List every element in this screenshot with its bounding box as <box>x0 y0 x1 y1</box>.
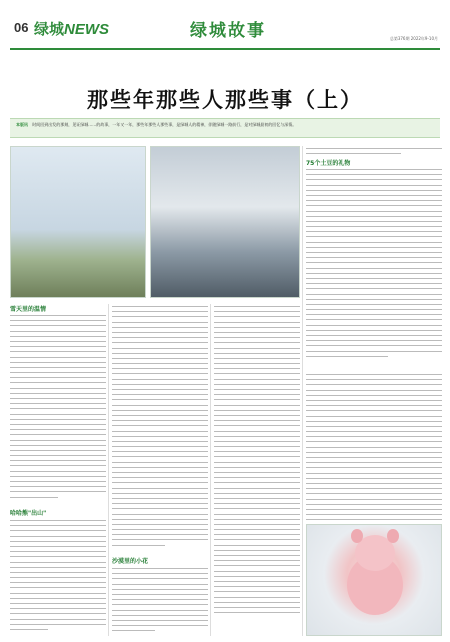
headline: 那些年那些人那些事（上） <box>87 88 363 112</box>
lead-summary <box>10 118 440 138</box>
photo-group-crowd <box>150 146 300 298</box>
plush-ear-left <box>351 529 363 543</box>
column-divider <box>210 304 211 636</box>
subhead-potatoes: 75个土豆的礼物 <box>306 160 351 167</box>
column-3-body <box>214 304 300 636</box>
photo-snow-scene <box>10 146 146 298</box>
brand-logo <box>34 18 109 39</box>
column-divider <box>108 304 109 636</box>
subhead-snow: 雪天里的温情 <box>10 306 47 313</box>
header-rule <box>10 48 440 50</box>
plush-ear-right <box>387 529 399 543</box>
section-title: 绿城故事 <box>190 21 266 41</box>
photo-plush-toy <box>306 524 442 636</box>
page-header <box>0 0 450 48</box>
brand-en: NEWS <box>64 21 110 38</box>
column-2-lower <box>112 566 208 636</box>
column-4-body <box>306 167 442 367</box>
lead-text: 时间回到出发的那刻，见证绿城……的故事，一年又一年，那些年那些人那些事，是绿城人的精神，伴随绿城一路前行，是对绿城最初的回忆与深情。 <box>32 122 297 127</box>
lead-label: 本版讯 <box>16 122 28 127</box>
column-1-lower <box>10 518 106 636</box>
column-1-body <box>10 313 106 505</box>
column-4-top <box>306 146 442 156</box>
column-2-body <box>112 304 208 554</box>
subhead-bear: 哈哈熊"出山" <box>10 510 47 517</box>
page-number: 06 <box>14 20 29 35</box>
brand-cn: 绿城 <box>34 21 65 38</box>
column-divider <box>302 146 303 636</box>
subhead-desert: 沙漠里的小花 <box>112 558 149 565</box>
issue-info: 总第376期 2022年9-10月 <box>389 36 438 41</box>
